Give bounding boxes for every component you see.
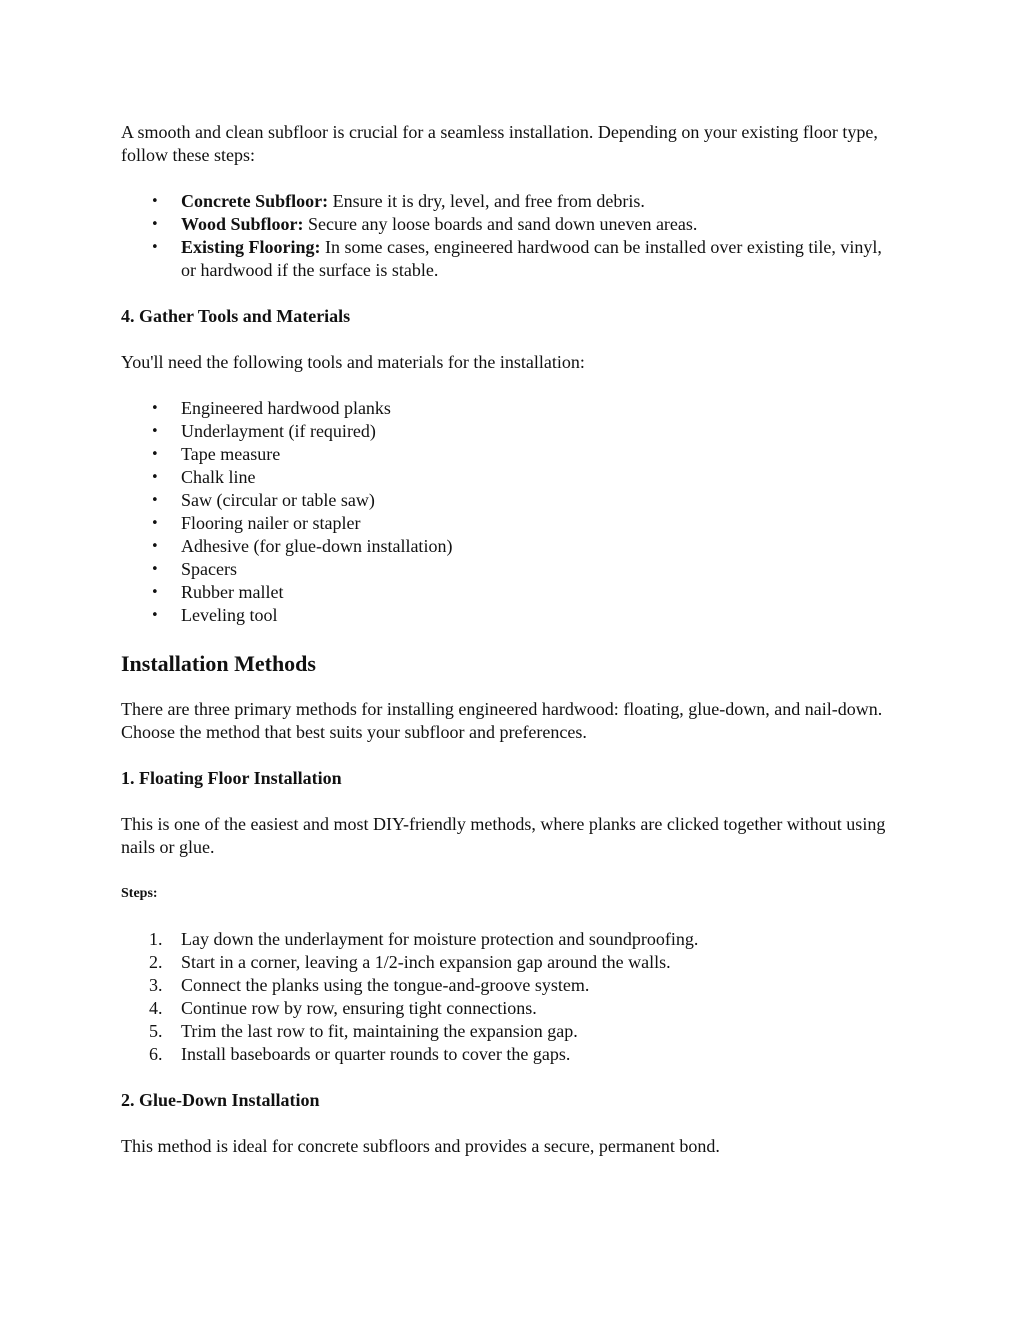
step-text: Lay down the underlayment for moisture protection and soundproofing. xyxy=(181,929,699,949)
item-text: Secure any loose boards and sand down uneven areas. xyxy=(303,214,698,234)
floating-heading: 1. Floating Floor Installation xyxy=(121,768,342,788)
tools-list xyxy=(121,397,901,627)
list-item: • Adhesive (for glue-down installation) xyxy=(121,535,901,558)
list-item xyxy=(121,974,901,997)
intro-paragraph: A smooth and clean subfloor is crucial for a seamless installation. Depending on your existing floor type, follow these steps: xyxy=(121,122,878,165)
item-label: Existing Flooring: xyxy=(181,237,321,257)
step-number: 5. xyxy=(149,1021,163,1041)
document-page xyxy=(121,121,901,1158)
step-number: 6. xyxy=(149,1044,163,1064)
methods-intro: There are three primary methods for installing engineered hardwood: floating, glue-down, and nail-down. Choose the method that best suits your subfloor and preferences. xyxy=(121,699,883,742)
list-item xyxy=(121,951,901,974)
steps-label: Steps: xyxy=(121,886,158,901)
item-label: Concrete Subfloor: xyxy=(181,191,329,211)
step-number: 4. xyxy=(149,998,163,1018)
list-item xyxy=(121,213,901,236)
list-item xyxy=(121,190,901,213)
glue-heading: 2. Glue-Down Installation xyxy=(121,1090,320,1110)
step-text: Trim the last row to fit, maintaining the expansion gap. xyxy=(181,1021,578,1041)
glue-intro: This method is ideal for concrete subfloors and provides a secure, permanent bond. xyxy=(121,1136,720,1156)
list-item: • Spacers xyxy=(121,558,901,581)
step-text: Connect the planks using the tongue-and-groove system. xyxy=(181,975,590,995)
list-item xyxy=(121,236,901,282)
list-item: • Saw (circular or table saw) xyxy=(121,489,901,512)
floating-steps-list xyxy=(121,928,901,1066)
methods-heading: Installation Methods xyxy=(121,651,316,676)
list-item: • Engineered hardwood planks xyxy=(121,397,901,420)
list-item xyxy=(121,928,901,951)
item-label: Wood Subfloor: xyxy=(181,214,304,234)
list-item xyxy=(121,1020,901,1043)
item-text: In some cases, engineered hardwood can be installed over existing tile, vinyl, or hardwood if the surface is stable. xyxy=(181,237,882,280)
step-number: 2. xyxy=(149,952,163,972)
item-text: Ensure it is dry, level, and free from debris. xyxy=(328,191,645,211)
list-item xyxy=(121,997,901,1020)
step-text: Install baseboards or quarter rounds to cover the gaps. xyxy=(181,1044,571,1064)
list-item: • Rubber mallet xyxy=(121,581,901,604)
subfloor-list xyxy=(121,190,901,282)
tools-intro: You'll need the following tools and materials for the installation: xyxy=(121,352,585,372)
step-number: 1. xyxy=(149,929,163,949)
list-item xyxy=(121,1043,901,1066)
tools-heading: 4. Gather Tools and Materials xyxy=(121,306,351,326)
step-text: Continue row by row, ensuring tight connections. xyxy=(181,998,537,1018)
step-number: 3. xyxy=(149,975,163,995)
list-item: • Leveling tool xyxy=(121,604,901,627)
list-item: • Tape measure xyxy=(121,443,901,466)
list-item: • Chalk line xyxy=(121,466,901,489)
list-item: • Flooring nailer or stapler xyxy=(121,512,901,535)
list-item: • Underlayment (if required) xyxy=(121,420,901,443)
step-text: Start in a corner, leaving a 1/2-inch expansion gap around the walls. xyxy=(181,952,671,972)
floating-intro: This is one of the easiest and most DIY-friendly methods, where planks are clicked together without using nails or glue. xyxy=(121,814,886,857)
